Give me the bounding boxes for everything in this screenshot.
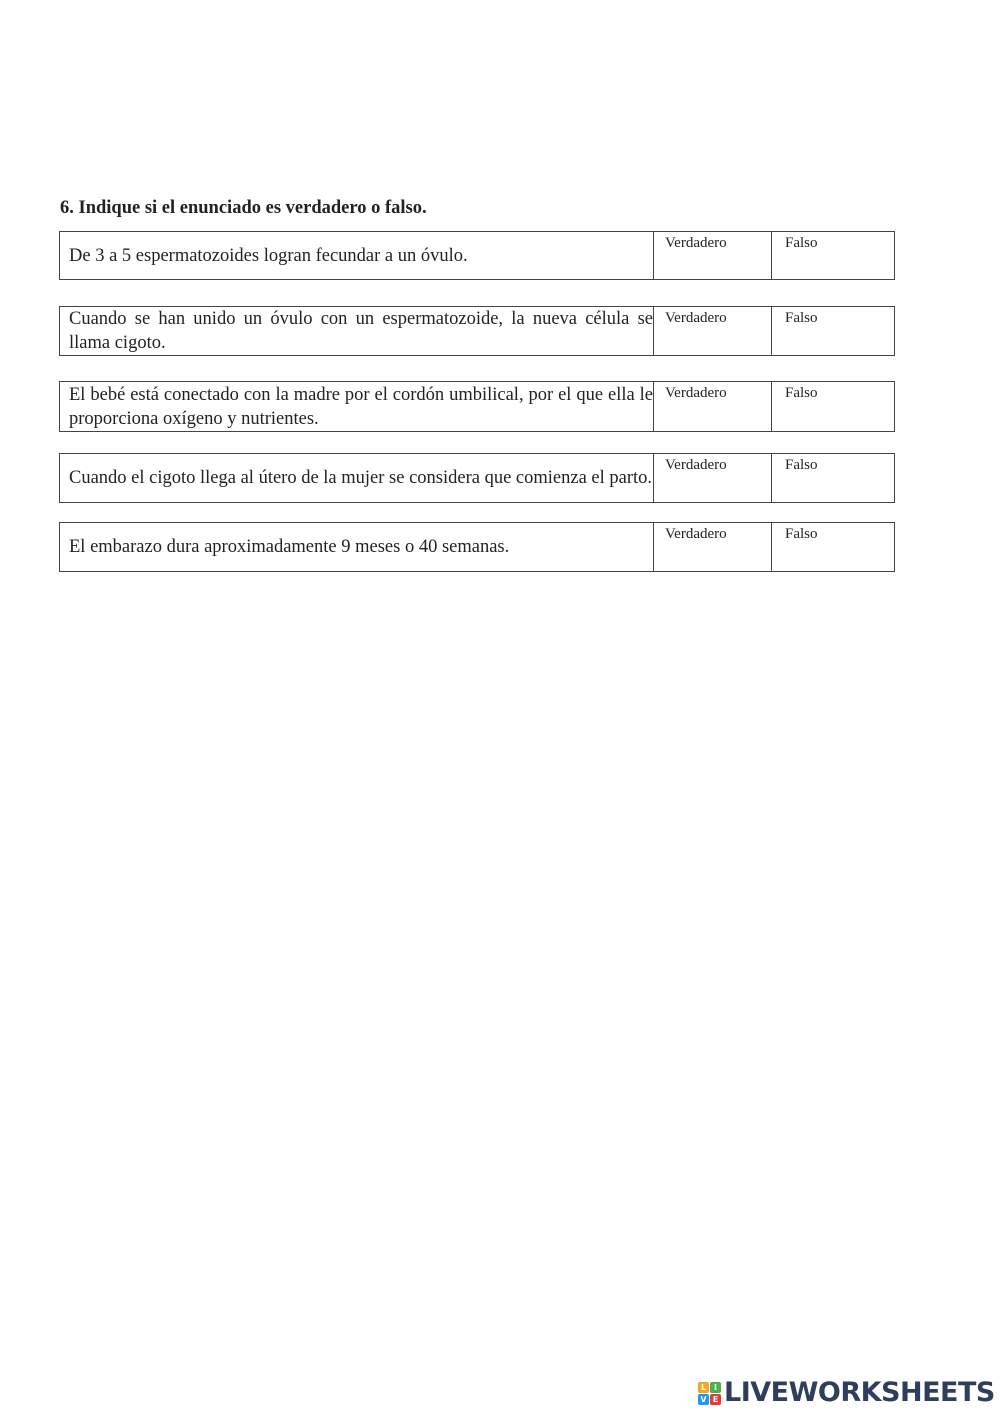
- liveworksheets-logo-icon: [698, 1382, 721, 1405]
- false-option[interactable]: Falso: [785, 385, 818, 401]
- true-option[interactable]: Verdadero: [654, 382, 772, 431]
- logo-letter: L: [698, 1382, 709, 1393]
- true-option[interactable]: Verdadero: [654, 232, 772, 279]
- statement-cell: [60, 382, 654, 431]
- logo-letter: V: [698, 1394, 709, 1405]
- statement-text: El embarazo dura aproximadamente 9 meses o 40 semanas.: [69, 537, 510, 557]
- statement-cell: [60, 523, 654, 571]
- false-option[interactable]: Falso: [785, 457, 818, 473]
- question-title: 6. Indique si el enunciado es verdadero o falso.: [60, 198, 427, 218]
- statement-cell: [60, 307, 654, 355]
- true-option[interactable]: Verdadero: [654, 523, 772, 571]
- statement-cell: [60, 232, 654, 279]
- brand-text: LIVEWORKSHEETS: [724, 1377, 995, 1408]
- statement-cell: [60, 454, 654, 502]
- statement-row-1: [59, 231, 895, 280]
- true-option[interactable]: Verdadero: [654, 307, 772, 355]
- statement-text: De 3 a 5 espermatozoides logran fecundar a un óvulo.: [69, 245, 468, 266]
- statement-row-3: [59, 381, 895, 432]
- logo-letter: E: [710, 1394, 721, 1405]
- logo-letter: I: [710, 1382, 721, 1393]
- false-option[interactable]: Falso: [785, 310, 818, 326]
- statement-text: El bebé está conectado con la madre por el cordón umbilical, por el que ella le proporciona oxígeno y nutrientes.: [69, 384, 653, 429]
- statement-text: Cuando el cigoto llega al útero de la mujer se considera que comienza el parto.: [69, 468, 653, 488]
- false-option[interactable]: Falso: [785, 526, 818, 542]
- statement-row-5: [59, 522, 895, 572]
- true-option[interactable]: Verdadero: [654, 454, 772, 502]
- statement-text: Cuando se han unido un óvulo con un espermatozoide, la nueva célula se llama cigoto.: [69, 309, 653, 353]
- statement-row-4: [59, 453, 895, 503]
- statement-row-2: [59, 306, 895, 356]
- liveworksheets-brand: [698, 1378, 995, 1408]
- false-option[interactable]: Falso: [785, 235, 818, 251]
